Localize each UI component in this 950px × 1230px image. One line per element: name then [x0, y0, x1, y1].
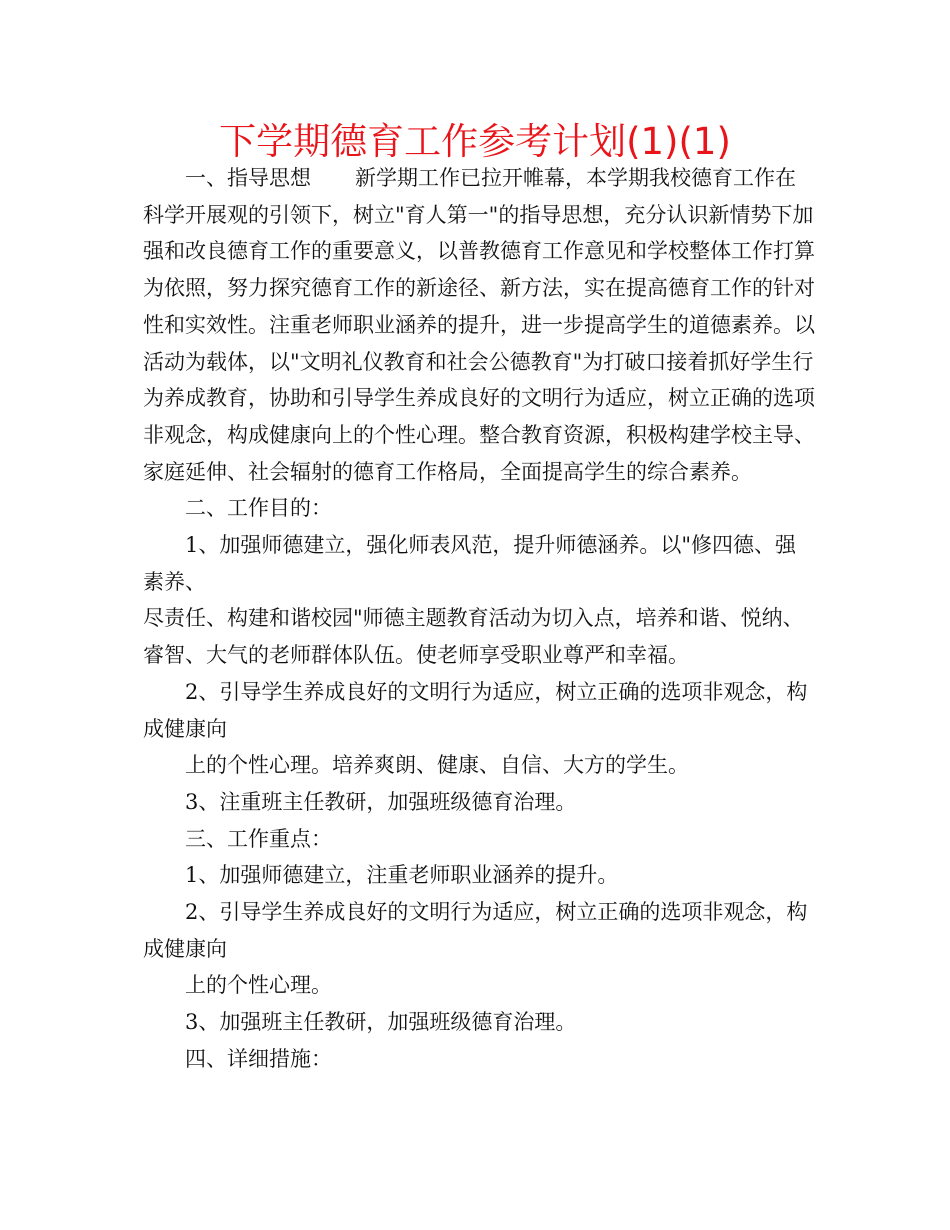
list-item: 2、引导学生养成良好的文明行为适应，树立正确的选项非观念，构成健康向: [143, 679, 808, 741]
list-item-continuation: 上的个性心理。: [185, 973, 332, 998]
section-heading: 二、工作目的：: [185, 496, 332, 521]
document-body: [143, 160, 815, 1078]
section-heading: 四、详细措施：: [185, 1046, 332, 1071]
section-guiding-ideology: [143, 160, 815, 490]
list-item-continuation: 上的个性心理。培养爽朗、健康、自信、大方的学生。: [185, 753, 689, 778]
list-item-continuation: 尽责任、构建和谐校园"师德主题教育活动为切入点，培养和谐、悦纳、睿智、大气的老师群体队伍。使老师享受职业尊严和幸福。: [143, 606, 804, 668]
paragraph-text: 新学期工作已拉开帷幕，本学期我校德育工作在科学开展观的引领下，树立"育人第一"的指导思想，充分认识新情势下加强和改良德育工作的重要意义，以普教德育工作意见和学校整体工作打算为依照，努力探究德育工作的新途径、新方法，实在提高德育工作的针对性和实效性。注重老师职业涵养的提升，进一步提高学生的道德素养。以活动为载体，以"文明礼仪教育和社会公德教育"为打破口接着抓好学生行为养成教育，协助和引导学生养成良好的文明行为适应，树立正确的选项非观念，构成健康向上的个性心理。整合教育资源，积极构建学校主导、家庭延伸、社会辐射的德育工作格局，全面提高学生的综合素养。: [143, 166, 815, 484]
list-item: 3、加强班主任教研，加强班级德育治理。: [185, 1010, 577, 1035]
list-item: 1、加强师德建立，注重老师职业涵养的提升。: [185, 863, 619, 888]
list-item: 3、注重班主任教研，加强班级德育治理。: [185, 789, 577, 814]
list-item: 1、加强师德建立，强化师表风范，提升师德涵养。以"修四德、强素养、: [143, 533, 797, 594]
list-item: 2、引导学生养成良好的文明行为适应，树立正确的选项非观念，构成健康向: [143, 900, 808, 961]
section-heading: 三、工作重点：: [185, 826, 332, 851]
document-title: 下学期德育工作参考计划(1)(1): [219, 120, 731, 163]
section-heading: 一、指导思想: [185, 166, 311, 190]
